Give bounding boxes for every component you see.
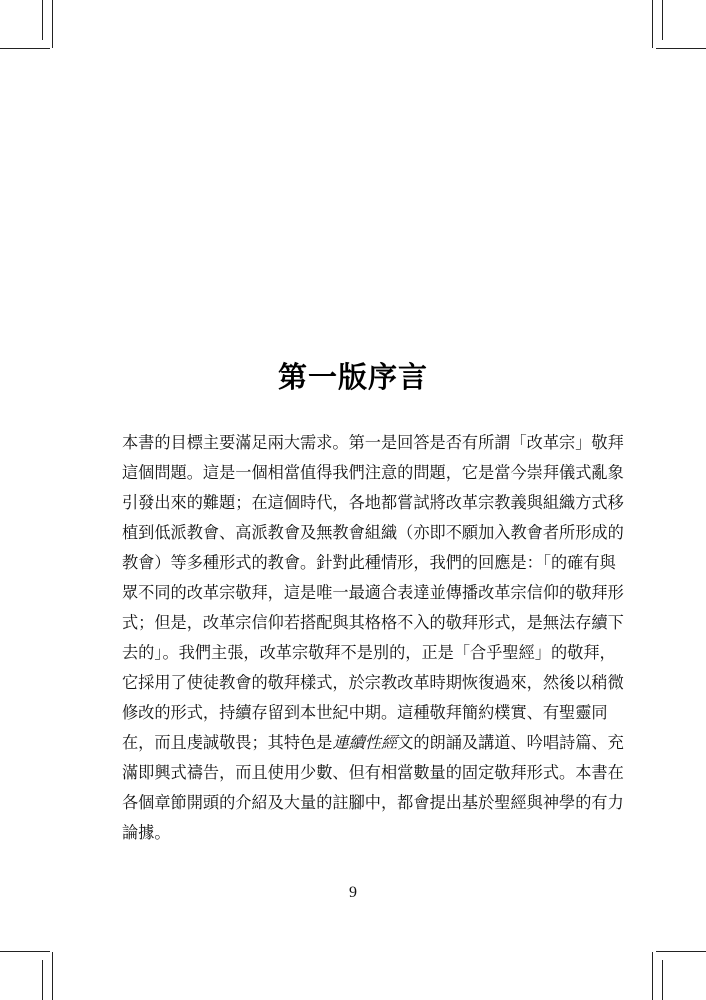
emphasized-text: 連續性經	[332, 733, 398, 752]
crop-mark-top-right-vertical	[652, 0, 653, 48]
crop-mark-top-left-horizontal	[0, 48, 50, 49]
crop-mark-bottom-left-horizontal	[0, 951, 50, 952]
paragraph-line: 式；但是，改革宗信仰若搭配與其格格不入的敬拜形式，是無法存續下	[122, 613, 624, 632]
crop-mark-top-right-horizontal	[656, 48, 706, 49]
paragraph-line-last: 論據。	[122, 823, 171, 842]
paragraph-line: 這個問題。這是一個相當值得我們注意的問題，它是當今崇拜儀式亂象	[122, 463, 624, 482]
crop-mark-top-right-vertical-outer	[662, 0, 663, 40]
crop-mark-bottom-left-vertical	[52, 952, 53, 1000]
page-number: 9	[349, 884, 357, 901]
preface-paragraph	[122, 428, 624, 848]
paragraph-line: 各個章節開頭的介紹及大量的註腳中，都會提出基於聖經與神學的有力	[122, 793, 624, 812]
line-text-before-emphasis: 在，而且虔誠敬畏；其特色是	[122, 733, 333, 752]
chapter-title: 第一版序言	[277, 360, 428, 394]
crop-mark-bottom-right-vertical-outer	[662, 960, 663, 1000]
crop-mark-top-left-vertical	[52, 0, 53, 48]
line-text-after-emphasis: 文的朗誦及講道、吟唱詩篇、充	[397, 733, 624, 752]
paragraph-line: 去的」。我們主張，改革宗敬拜不是別的，正是「合乎聖經」的敬拜，	[122, 643, 616, 662]
paragraph-line: 教會）等多種形式的教會。針對此種情形，我們的回應是：「的確有與	[122, 553, 616, 572]
paragraph-line: 本書的目標主要滿足兩大需求。第一是回答是否有所謂「改革宗」敬拜	[122, 433, 624, 452]
crop-mark-bottom-right-vertical	[652, 952, 653, 1000]
paragraph-line	[122, 728, 624, 758]
paragraph-line: 滿即興式禱告，而且使用少數、但有相當數量的固定敬拜形式。本書在	[122, 763, 624, 782]
crop-mark-top-left-vertical-outer	[42, 0, 43, 40]
paragraph-line: 眾不同的改革宗敬拜，這是唯一最適合表達並傳播改革宗信仰的敬拜形	[122, 583, 624, 602]
paragraph-line: 植到低派教會、高派教會及無教會組織（亦即不願加入教會者所形成的	[122, 523, 624, 542]
crop-mark-bottom-right-horizontal	[656, 951, 706, 952]
paragraph-line: 修改的形式，持續存留到本世紀中期。這種敬拜簡約樸實、有聖靈同	[122, 703, 608, 722]
crop-mark-bottom-left-vertical-outer	[42, 960, 43, 1000]
paragraph-line: 引發出來的難題；在這個時代，各地都嘗試將改革宗教義與組織方式移	[122, 493, 624, 512]
paragraph-line: 它採用了使徒教會的敬拜樣式，於宗教改革時期恢復過來，然後以稍微	[122, 673, 624, 692]
